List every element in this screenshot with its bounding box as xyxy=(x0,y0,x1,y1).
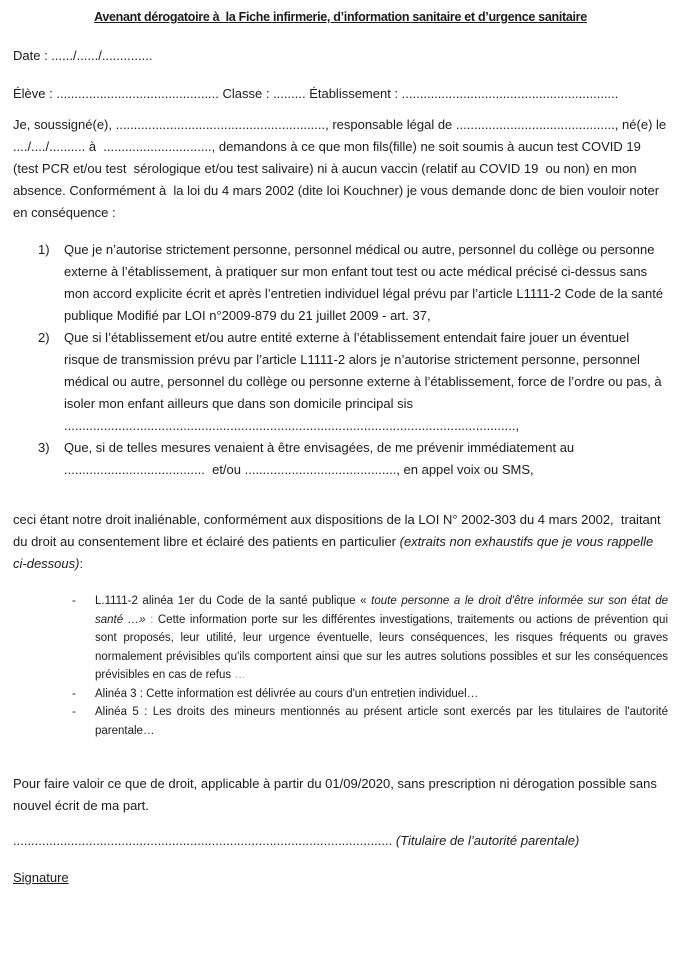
numbered-item-2 xyxy=(13,327,668,437)
extract-text: Alinéa 3 : Cette information est délivrée au cours d'un entretien individuel… xyxy=(95,687,479,700)
document-title: Avenant dérogatoire à la Fiche infirmerie, d’information sanitaire et d’urgence sanitaire xyxy=(94,10,587,24)
identity-line: Élève : ............................................. Classe : ......... Établissement : ............................................................ xyxy=(13,86,619,101)
date-line: Date : ....../....../.............. xyxy=(13,48,153,63)
extract-item-l1111-2 xyxy=(13,592,668,685)
extract-item-alinea-3 xyxy=(13,685,668,704)
numbered-list xyxy=(13,239,668,481)
item-number: 3) xyxy=(38,440,50,455)
dash-bullet: - xyxy=(72,595,76,607)
extracts-list xyxy=(13,592,668,740)
dash-bullet: - xyxy=(72,706,76,718)
intro-paragraph: Je, soussigné(e), .........................................................., responsable légal de ............................................, né(e) le ..../..../.......... à .............................., demandons à ce que mon fils(fille) ne soit soumis à aucun test COVID 19 (test PCR et/ou test sérologique et/ou test salivaire) ni à aucun vaccin (relatif au COVID 19 ou non) en mon absence. Conformément à la loi du 4 mars 2002 (dite loi Kouchner) je vous demande donc de bien vouloir noter en conséquence : xyxy=(13,117,667,220)
extract-text: Alinéa 5 : Les droits des mineurs mentionnés au présent article sont exercés par les titulaires de l'autorité parentale… xyxy=(95,706,668,737)
item-text: Que je n’autorise strictement personne, personnel médical ou autre, personnel du collège ou personne externe à l’établissement, à pratiquer sur mon enfant tout test ou acte médical précisé ci-dessus sans mon accord explicite écrit et après l’entretien individuel légal prévu par l’article L1111-2 Code de la santé publique Modifié par LOI n°2009-879 du 21 juillet 2009 - art. 37, xyxy=(64,242,664,323)
closing-paragraph: Pour faire valoir ce que de droit, applicable à partir du 01/09/2020, sans prescription ni dérogation possible sans nouvel écrit de ma part. xyxy=(13,776,657,813)
signature-label: Signature xyxy=(13,870,69,885)
item-number: 2) xyxy=(38,330,50,345)
signatory-dots: ......................................................................................................... xyxy=(13,833,393,848)
signatory-role: (Titulaire de l’autorité parentale) xyxy=(392,833,580,848)
signatory-line xyxy=(13,830,668,852)
item-number: 1) xyxy=(38,242,50,257)
extract-text: L.1111-2 alinéa 1er du Code de la santé publique « toute personne a le droit d'être informée sur son état de santé …» : Cette information porte sur les différentes investigations, traitements ou actions de prévention qui sont proposés, leur utilité, leur urgence éventuelle, leurs conséquences, les risques fréquents ou graves normalement prévisibles qu'ils comportent ainsi que sur les autres solutions possibles et sur les conséquences prévisibles en cas de refus … xyxy=(95,595,668,681)
dash-bullet: - xyxy=(72,687,76,700)
law-paragraph: ceci étant notre droit inaliénable, conformément aux dispositions de la LOI N° 2002-303 du 4 mars 2002, traitant du droit au consentement libre et éclairé des patients en particulier (extraits non exhaustifs que je vous rappelle ci-dessous): xyxy=(13,512,661,571)
law-paragraph-italic: (extraits non exhaustifs que je vous rappelle ci-dessous) xyxy=(13,534,654,571)
extract-item-alinea-5 xyxy=(13,703,668,740)
item-text: Que si l’établissement et/ou autre entité externe à l’établissement entendait faire jouer un éventuel risque de transmission prévu par l’article L1111-2 alors je n’autorise strictement personne, personnel médical ou autre, personnel du collège ou personne externe à l’établissement, force de l’ordre ou pas, à isoler mon enfant ailleurs que dans son domicile principal sis ............................................................................................................................., xyxy=(64,330,662,433)
numbered-item-1 xyxy=(13,239,668,327)
quoted-law-text: toute personne a le droit d'être informée sur son état de santé …» xyxy=(95,595,668,626)
item-text: Que, si de telles mesures venaient à être envisagées, de me prévenir immédiatement au ....................................... et/ou .........................................., en appel voix ou SMS, xyxy=(64,440,575,477)
numbered-item-3 xyxy=(13,437,668,481)
